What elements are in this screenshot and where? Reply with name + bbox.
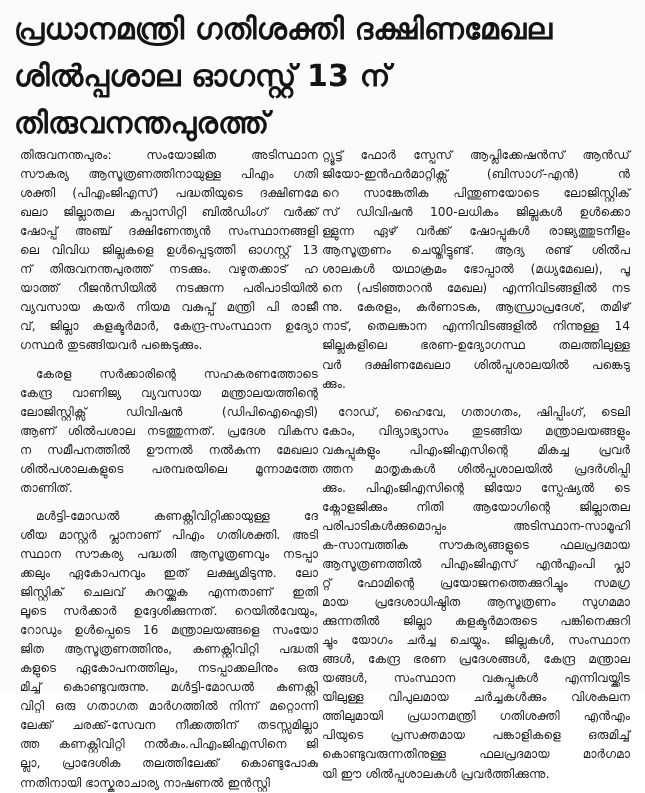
article-line: റോഡ്, ഹൈവേ, ഗതാഗതം, ഷിപ്പിംഗ്, ടെലി <box>338 404 630 419</box>
article-line: ക്നോളജിക്കും നിതി ആയോഗിന്റെ ജില്ലാതല <box>322 499 630 514</box>
article-line: ആസൂത്രണം ചെയ്തിട്ടുണ്ട്. ആദ്യ രണ്ട് ശിൽപ <box>322 243 630 258</box>
article-line: റ്റ്യൂട്ട് ഫോർ സ്പേസ് ആപ്ലിക്കേഷൻസ് ആൻഡ് <box>322 148 630 162</box>
article-line: റോഡും ഉൾപ്പെടെ 16 മന്ത്രാലയങ്ങളെ സംയോ <box>20 623 318 638</box>
article-line: ക്കലും ഏകോപനവും ഇത് ലക്ഷ്യമിടുന്നു. ലോ <box>20 565 318 580</box>
article-line: യിലുള്ള വിപുലമായ ചർച്ചകൾക്കും വിശകലന <box>322 690 630 705</box>
article-line: ജിത ആസൂത്രണത്തിനും, കണക്റ്റിവിറ്റി പദ്ധതി <box>20 642 318 657</box>
article-line: ജില്ലകളിലെ ഭരണ-ഉദ്യോഗസ്ഥ തലത്തിലുള്ള <box>322 338 630 353</box>
article-line: ആണ് ശിൽപശാല നടത്തുന്നത്. പ്രദേശ വികസ <box>20 423 318 438</box>
article-line: ച്ചും യോഗം ചർച്ച ചെയ്യും. ജില്ലകൾ, സംസ്ഥാന <box>322 633 630 648</box>
article-line: ലൂടെ സർക്കാർ ഉദ്ദേശിക്കുന്നത്. റെയിൽവേയും, <box>20 604 318 619</box>
article-line: ശക്തി (പിഎംജിഎസ്) പദ്ധതിയുടെ ദക്ഷിണമേ <box>20 186 318 201</box>
article-line: ല്ലാ, പ്രാദേശിക തലത്തിലേക്ക് കൊണ്ടുപോകു <box>20 756 318 771</box>
article-line: പരിപാടികൾക്കുമൊപ്പം അടിസ്ഥാന-സാമൂഹി <box>322 518 630 533</box>
article-line: മായ പ്രദേശാധിഷ്ഠിത ആസൂത്രണം സുഗമമാ <box>322 595 630 610</box>
article-line: കേന്ദ്ര വാണിജ്യ വ്യവസായ മന്ത്രാലയത്തിന്റെ <box>20 385 318 400</box>
article-line: ന്നു. കേരളം, കർണാടക, ആന്ധ്രാപ്രദേശ്, തമിഴ് <box>322 300 630 315</box>
article-line: റ്റ് ഫോമിന്റെ പ്രയോജനത്തെക്കുറിച്ചും സമഗ്ര <box>322 576 630 591</box>
article-line: കളുടെ ഏകോപനത്തിലും, നടപ്പാക്കലിനും ഒരു <box>20 661 318 676</box>
article-line: ന്നതിനായി ഭാസ്കരാചാര്യ നാഷണൽ ഇൻസ്റ്റി <box>20 775 270 790</box>
headline-line: ശിൽപ്പശാല ഓഗസ്റ്റ് 13 ന് <box>14 59 391 94</box>
article-line: ന് തിരുവനന്തപുരത്ത് നടക്കും. വഴുതക്കാട് ഹ <box>20 262 318 277</box>
article-line: ക്കും. പിഎംജിഎസിന്റെ ജിയോ സ്പേഷ്യൽ ടെ <box>322 480 630 495</box>
article-line: ശാലകൾ യഥാക്രമം ഭോപ്പാൽ (മധ്യമേഖല), പൂ <box>322 262 630 277</box>
article-line: റെ സാങ്കേതിക പിന്തുണയോടെ ലോജിസ്റ്റിക് <box>322 186 630 201</box>
paragraph-gap <box>322 394 630 403</box>
article-line: വ്യവസായ കയർ നിയമ വകുപ്പ് മന്ത്രി പി രാജീ <box>20 300 318 315</box>
article-column-right <box>322 146 630 784</box>
article-line: ന സമീപനത്തിൽ ഊന്നൽ നൽകുന്ന മേഖലാ <box>20 442 318 457</box>
article-line: കോം, വിദ്യാഭ്യാസം തുടങ്ങിയ മന്ത്രാലയങ്ങളും <box>322 423 630 438</box>
article-line: ങ്ങൾ, കേന്ദ്ര ഭരണ പ്രദേശങ്ങൾ, കേന്ദ്ര മന്ത്രാല <box>322 652 630 667</box>
article-line: ക-സാമ്പത്തിക സൗകര്യങ്ങളുടെ ഫലപ്രദമായ <box>322 537 630 552</box>
article-line: കേരള സർക്കാരിന്റെ സഹകരണത്തോടെ <box>36 366 318 381</box>
article-line: ലേക്ക് ചരക്ക്-സേവന നീക്കത്തിന് തടസ്സമില്ലാ <box>20 718 318 733</box>
article-line: യാത്ത് റീജൻസിയിൽ നടക്കുന്ന പരിപാടിയിൽ <box>20 281 318 296</box>
article-line: ക്കും. <box>322 376 346 391</box>
article-line: നെ (പടിഞ്ഞാറൻ മേഖല) എന്നിവിടങ്ങളിൽ നട <box>322 281 630 296</box>
article-line: മിച്ച് കൊണ്ടുവരുന്നു. മൾട്ടി-മോഡൽ കണക്റ്റി <box>20 680 318 695</box>
article-line: യി ഈ ശിൽപ്പശാലകൾ പ്രവർത്തിക്കുന്നു. <box>322 766 550 781</box>
article-line: ജിസ്റ്റിക് ചെലവ് കുറയ്ക്കുക എന്നതാണ് ഇതി <box>20 585 318 600</box>
article-line: സ് ഡിവിഷൻ 100-ലധികം ജില്ലകൾ ഉൾക്കൊ <box>322 205 630 220</box>
article-line: ജിയോ-ഇൻഫർമാറ്റിക്സ് (ബിസാഗ്-എൻ) ൻ <box>322 167 630 182</box>
headline-line: പ്രധാനമന്ത്രി ഗതിശക്തി ദക്ഷിണമേഖല <box>14 12 553 47</box>
paragraph-gap <box>20 356 318 365</box>
article-line: ത്തിലുമായി പ്രധാനമന്ത്രി ഗതിശക്തി എൻഎം <box>322 709 630 724</box>
article-line: ക്കുന്നതിൽ ജില്ലാ കളക്ടർമാരുടെ പങ്കിനെക്കുറി <box>322 614 630 629</box>
article-line: ആസൂത്രണത്തിൽ പിഎംജിഎസ് എൻഎംപി പ്ലാ <box>322 556 630 571</box>
article-line: വകുപ്പുകളും പിഎംജിഎസിന്റെ മികച്ച പ്രവർ <box>322 442 630 457</box>
article-line: വ്, ജില്ലാ കളക്ടർമാർ, കേന്ദ്ര-സംസ്ഥാന ഉദ്യോ <box>20 319 318 334</box>
article-line: കൊണ്ടുവരുന്നതിനുള്ള ഫലപ്രദമായ മാർഗമാ <box>322 747 630 762</box>
article-line: ള്ളുന്ന ഏഴ് വർക്ക് ഷോപ്പുകൾ രാജ്യത്തുടനീളം <box>322 224 630 239</box>
article-line: തിരുവനന്തപുരം: സംയോജിത അടിസ്ഥാന <box>20 148 318 162</box>
headline <box>14 6 634 147</box>
article-line: നാട്, തെലങ്കാന എന്നിവിടങ്ങളിൽ നിന്നുള്ള 14 <box>322 319 630 334</box>
article-line: ലെ വിവിധ ജില്ലകളെ ഉൾപ്പെടുത്തി ഓഗസ്റ്റ് 13 <box>20 243 318 258</box>
article-line: ശിൽപശാലകളുടെ പരമ്പരയിലെ മൂന്നാമത്തേ <box>20 461 318 476</box>
headline-line: തിരുവനന്തപുരത്ത് <box>14 106 270 141</box>
article-line: ലോജിസ്റ്റിക്സ് ഡിവിഷൻ (ഡിപിഐഐടി) <box>20 404 318 419</box>
paragraph-gap <box>20 498 318 507</box>
article-line: ഗസ്ഥർ തുടങ്ങിയവർ പങ്കെടുക്കും. <box>20 338 203 353</box>
article-line: യങ്ങൾ, സംസ്ഥാന വകുപ്പുകൾ എന്നിവയ്ക്കിട <box>322 671 630 686</box>
article-line: താണിത്. <box>20 480 73 495</box>
article-line: വർ ദക്ഷിണമേഖലാ ശിൽപ്പശാലയിൽ പങ്കെടു <box>322 357 630 372</box>
article-line: ഖലാ ജില്ലാതല കപ്പാസിറ്റി ബിൽഡിംഗ് വർക്ക് <box>20 205 318 220</box>
article-line: വിറ്റി ഒരു ഗതാഗത മാർഗത്തിൽ നിന്ന് മറ്റൊന്നി <box>20 699 318 714</box>
article-line: ത്തന മാതൃകകൾ ശിൽപ്പശാലയിൽ പ്രദർശിപ്പി <box>322 461 630 476</box>
article-line: സ്ഥാന സൗകര്യ പദ്ധതി ആസൂത്രണവും നടപ്പാ <box>20 546 318 561</box>
article-line: സൗകര്യ ആസൂത്രണത്തിനായുള്ള പിഎം ഗതി <box>20 167 318 182</box>
article-line: ഷോപ്പ് അഞ്ച് ദക്ഷിണേന്ത്യൻ സംസ്ഥാനങ്ങളി <box>20 224 318 239</box>
article-column-left <box>20 146 318 793</box>
article-line: മൾട്ടി-മോഡൽ കണക്റ്റിവിറ്റിക്കായുള്ള ദേ <box>36 508 318 523</box>
article-line: പിയുടെ പ്രസക്തമായ പങ്കാളികളെ ഒരുമിച്ച് <box>322 728 630 743</box>
article-line: ശീയ മാസ്റ്റർ പ്ലാനാണ് പിഎം ഗതിശക്തി. അടി <box>20 527 318 542</box>
article-line: ത്ത കണക്റ്റിവിറ്റി നൽകും.പിഎംജിഎസിനെ ജി <box>20 737 318 752</box>
